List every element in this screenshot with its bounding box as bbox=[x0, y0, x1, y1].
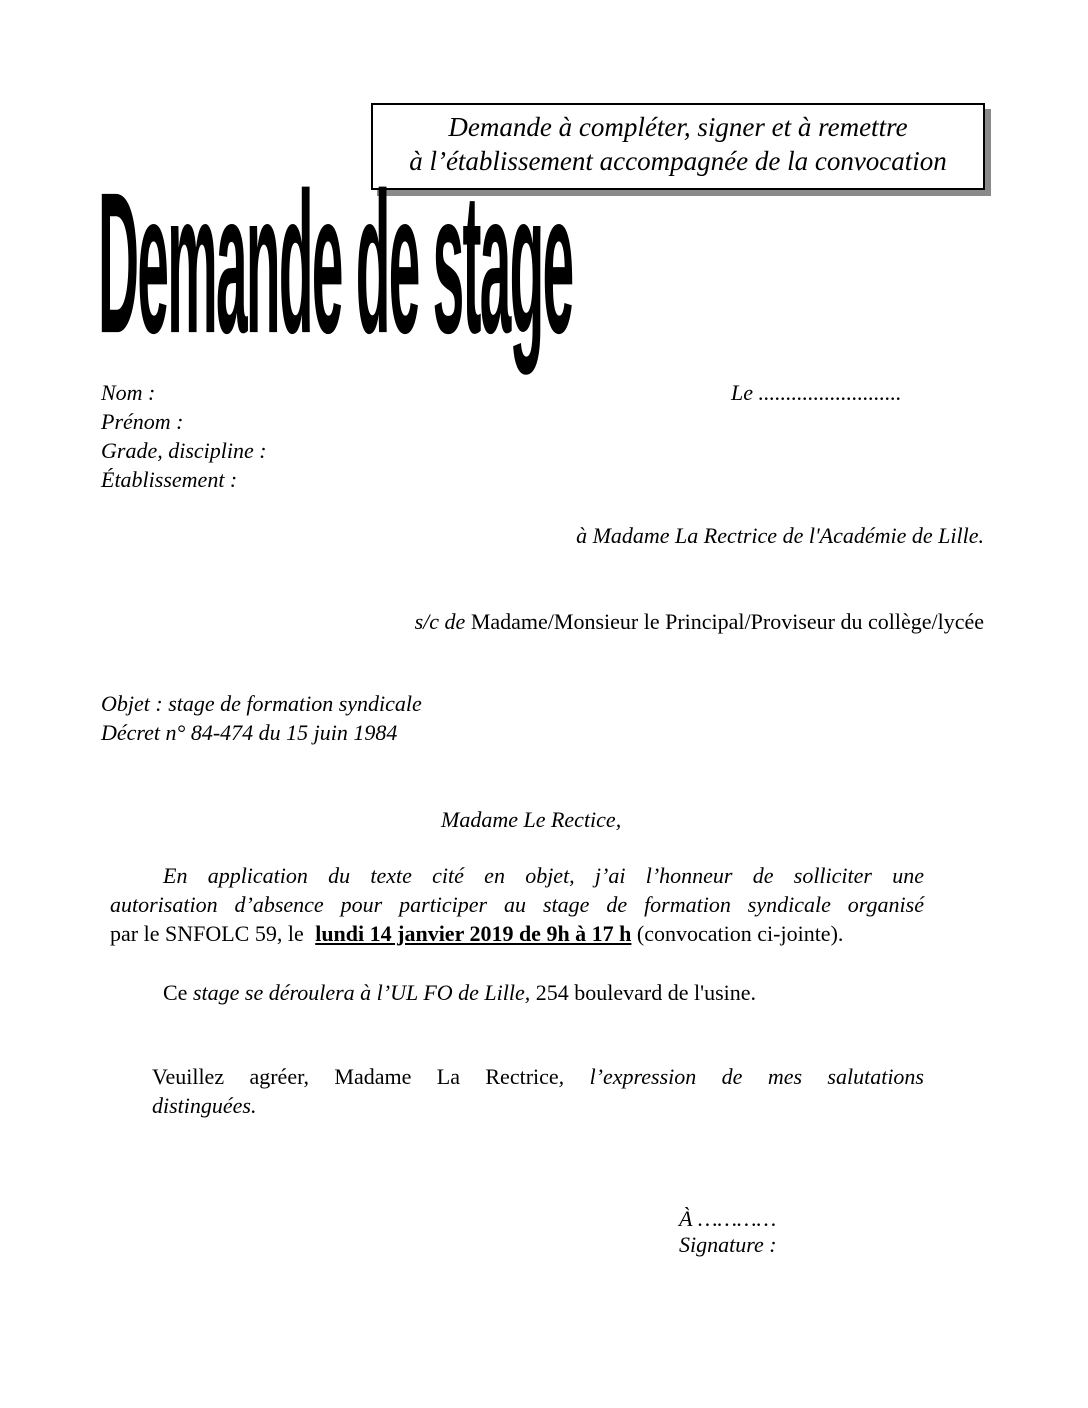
location-address: 254 boulevard de l'usine. bbox=[535, 980, 757, 1005]
body-line-1: En application du texte cité en objet, j’ai l’honneur de solliciter une bbox=[163, 863, 924, 888]
signature-label: Signature : bbox=[679, 1232, 777, 1257]
object-line-2: Décret n° 84-474 du 15 juin 1984 bbox=[101, 720, 398, 745]
via-line bbox=[415, 607, 984, 636]
closing-italic: , l’expression de mes salutations bbox=[558, 1064, 924, 1089]
field-grade: Grade, discipline : bbox=[101, 438, 267, 463]
closing-line-1 bbox=[152, 1062, 924, 1091]
body-line-3-start: par le SNFOLC 59, le bbox=[110, 921, 304, 946]
instruction-line-1: Demande à compléter, signer et à remettre bbox=[448, 112, 908, 142]
body-line-2: autorisation d’absence pour participer au stage de formation syndicale organisé bbox=[110, 892, 924, 917]
page-title: Demande de stage bbox=[98, 149, 573, 376]
date-field: Le .......................... bbox=[731, 380, 902, 405]
object-line-1: Objet : stage de formation syndicale bbox=[101, 691, 422, 716]
body-line-3-end: (convocation ci-jointe). bbox=[636, 921, 844, 946]
location-start: Ce bbox=[163, 980, 188, 1005]
via-prefix: s/c de bbox=[414, 609, 466, 634]
via-text: Madame/Monsieur le Principal/Proviseur du collège/lycée bbox=[470, 609, 984, 634]
field-prenom: Prénom : bbox=[101, 409, 184, 434]
location-italic: stage se déroulera à l’UL FO de Lille, bbox=[192, 980, 531, 1005]
closing-start: Veuillez agréer, Madame La Rectrice bbox=[152, 1064, 559, 1089]
signature-place: À ………… bbox=[679, 1206, 777, 1231]
salutation: Madame Le Rectice, bbox=[441, 807, 622, 832]
closing-line-2: distinguées. bbox=[152, 1093, 257, 1118]
recipient: à Madame La Rectrice de l'Académie de Lille. bbox=[576, 523, 984, 548]
field-nom: Nom : bbox=[101, 380, 156, 405]
stage-date: lundi 14 janvier 2019 de 9h à 17 h bbox=[315, 921, 632, 946]
instruction-line-2: à l’établissement accompagnée de la convocation bbox=[409, 146, 947, 176]
body-line-3 bbox=[110, 919, 843, 948]
location-line bbox=[163, 978, 756, 1007]
field-etablissement: Établissement : bbox=[101, 467, 238, 492]
